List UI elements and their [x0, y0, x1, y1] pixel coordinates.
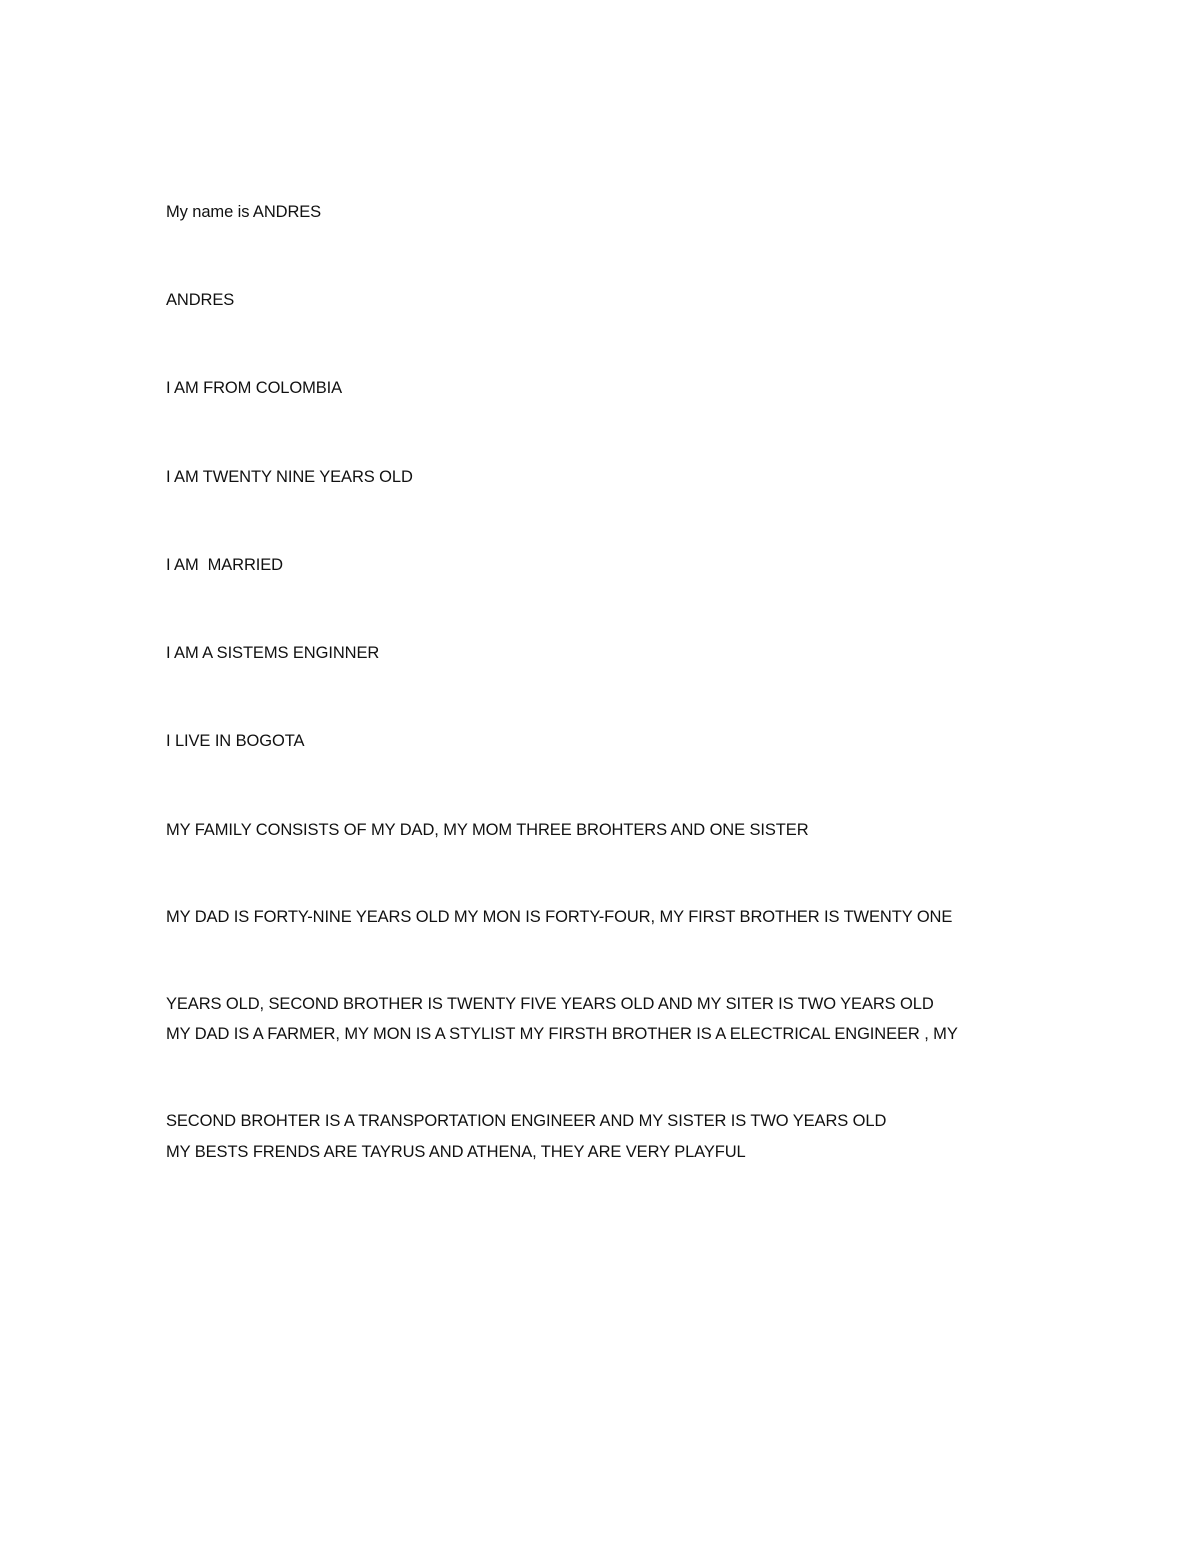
text-line: SECOND BROHTER IS A TRANSPORTATION ENGINEER AND MY SISTER IS TWO YEARS OLD [166, 1112, 887, 1130]
text-line: MY FAMILY CONSISTS OF MY DAD, MY MOM THREE BROHTERS AND ONE SISTER [166, 821, 809, 839]
text-line: I AM TWENTY NINE YEARS OLD [166, 468, 413, 486]
text-line: I AM MARRIED [166, 556, 283, 574]
text-line: I LIVE IN BOGOTA [166, 732, 305, 750]
text-line: ANDRES [166, 291, 235, 309]
text-line: YEARS OLD, SECOND BROTHER IS TWENTY FIVE YEARS OLD AND MY SITER IS TWO YEARS OLD [166, 995, 934, 1013]
text-line: My name is ANDRES [166, 203, 322, 221]
text-line: MY DAD IS A FARMER, MY MON IS A STYLIST MY FIRSTH BROTHER IS A ELECTRICAL ENGINEER , MY [166, 1025, 958, 1043]
text-line: I AM A SISTEMS ENGINNER [166, 644, 380, 662]
text-line: MY BESTS FRENDS ARE TAYRUS AND ATHENA, THEY ARE VERY PLAYFUL [166, 1143, 746, 1161]
paragraph-best-friends [166, 1080, 1046, 1225]
text-line: I AM FROM COLOMBIA [166, 379, 343, 397]
text-line: MY DAD IS FORTY-NINE YEARS OLD MY MON IS FORTY-FOUR, MY FIRST BROTHER IS TWENTY ONE [166, 908, 953, 926]
